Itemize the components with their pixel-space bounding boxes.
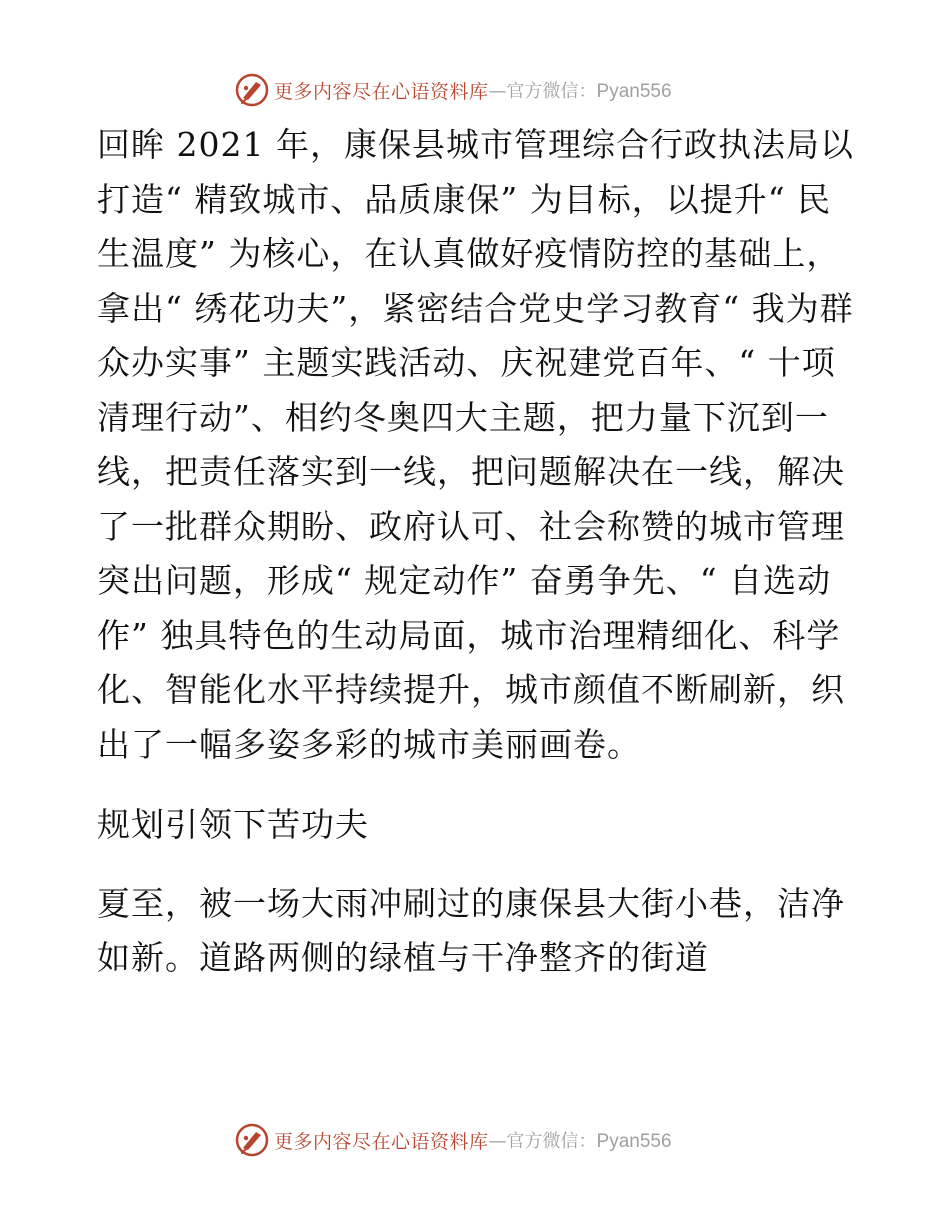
watermark-contact bbox=[489, 77, 672, 103]
watermark-contact-id: Pyan556 bbox=[596, 1131, 672, 1152]
paragraph-summer: 夏至，被一场大雨冲刷过的康保县大街小巷，洁净如新。道路两侧的绿植与干净整齐的街道 bbox=[97, 883, 845, 977]
quill-logo-icon bbox=[234, 72, 270, 108]
paragraph-intro: 回眸 2021 年，康保县城市管理综合行政执法局以打造“ 精致城市、品质康保” 为目标，以提升“ 民生温度” 为核心，在认真做好疫情防控的基础上，拿出“ 绣花功夫”，紧密结合党史学习教育“ 我为群众办实事” 主题实践活动、庆祝建党百年、“ 十项清理行动”、相约冬奥四大主题，把力量下沉到一线，把责任落实到一线，把问题解决在一线，解决了一批群众期盼、政府认可、社会称赞的城市管理突出问题，形成“ 规定动作” 奋勇争先、“ 自选动作” 独具特色的生动局面，城市治理精细化、科学化、智能化水平持续提升，城市颜值不断刷新，织出了一幅多姿多彩的城市美丽画卷。 bbox=[97, 125, 854, 764]
footer-watermark bbox=[234, 1120, 672, 1160]
article-body bbox=[97, 118, 857, 986]
watermark-contact bbox=[489, 1127, 672, 1153]
watermark-brand: 更多内容尽在心语资料库 bbox=[274, 80, 489, 103]
watermark-contact-label: —官方微信： bbox=[488, 1131, 597, 1152]
header-watermark bbox=[234, 70, 672, 110]
quill-logo-icon bbox=[234, 1122, 270, 1158]
watermark-brand: 更多内容尽在心语资料库 bbox=[274, 1130, 489, 1153]
watermark-contact-label: —官方微信： bbox=[488, 81, 597, 102]
watermark-contact-id: Pyan556 bbox=[596, 81, 672, 102]
section-heading: 规划引领下苦功夫 bbox=[97, 805, 369, 844]
